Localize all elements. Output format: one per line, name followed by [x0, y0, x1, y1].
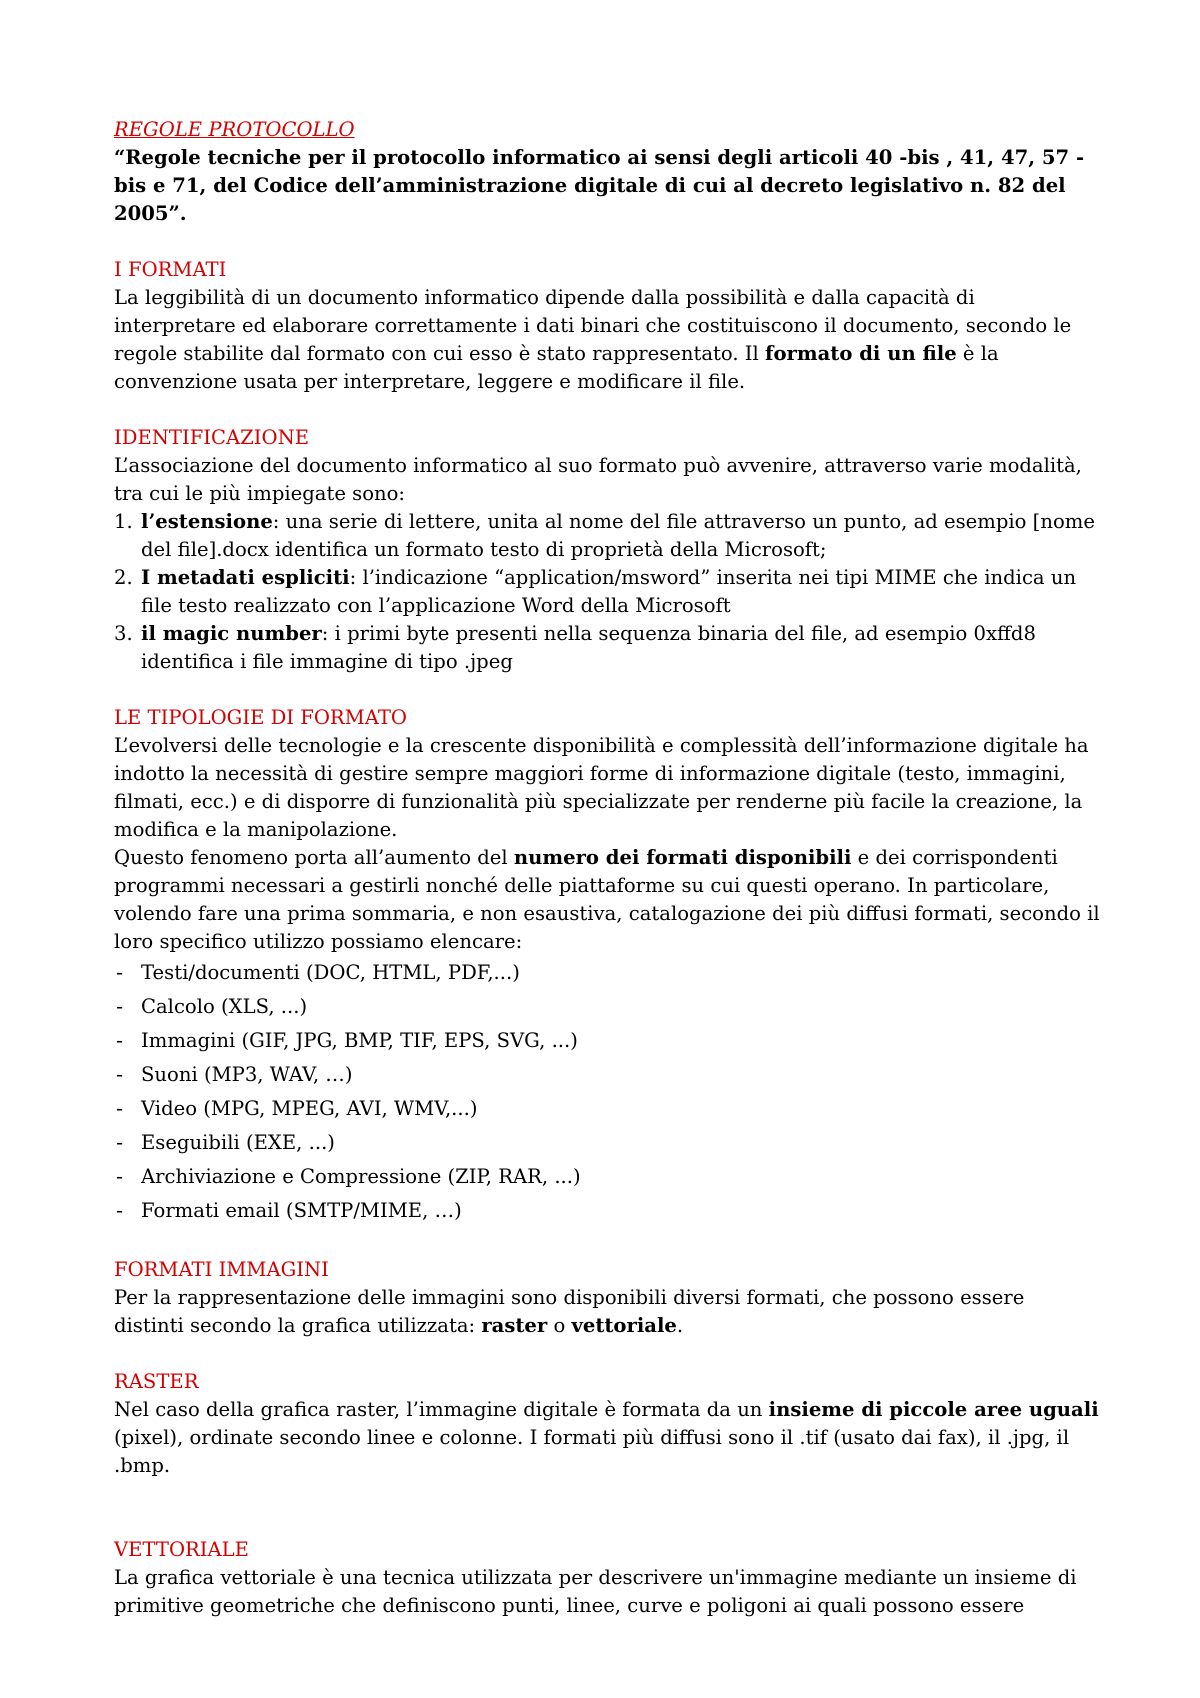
section-vettoriale [114, 1536, 1100, 1620]
list-item: - Calcolo (XLS, ...) [116, 995, 308, 1018]
section-heading: I FORMATI [114, 258, 227, 281]
section-paragraph: Questo fenomeno porta all’aumento del numero dei formati disponibili e dei corrispondenti programmi necessari a gestirli nonché delle piattaforme su cui questi operano. In particolare, volendo fare una prima sommaria, e non esaustiva, catalogazione dei più diffusi formati, secondo il loro specifico utilizzo possiamo elencare: [114, 846, 1100, 953]
section-formati-immagini [114, 1256, 1100, 1340]
section-heading: FORMATI IMMAGINI [114, 1258, 329, 1281]
section-paragraph: La grafica vettoriale è una tecnica utilizzata per descrivere un'immagine mediante un insieme di primitive geometriche che definiscono punti, linee, curve e poligoni ai quali possono essere [114, 1566, 1077, 1617]
section-formati [114, 256, 1100, 396]
format-list [114, 956, 1100, 1228]
list-item: 3. il magic number: i primi byte presenti nella sequenza binaria del file, ad esempio 0xffd8 identifica i file immagine di tipo .jpeg [114, 622, 1036, 673]
list-item: - Archiviazione e Compressione (ZIP, RAR, ...) [116, 1165, 581, 1188]
numbered-list [114, 508, 1100, 676]
section-heading: IDENTIFICAZIONE [114, 426, 310, 449]
list-item: 2. I metadati espliciti: l’indicazione “application/msword” inserita nei tipi MIME che indica un file testo realizzato con l’applicazione Word della Microsoft [114, 566, 1077, 617]
list-item: - Immagini (GIF, JPG, BMP, TIF, EPS, SVG, ...) [116, 1029, 578, 1052]
document-title: REGOLE PROTOCOLLO [114, 118, 355, 141]
section-heading: LE TIPOLOGIE DI FORMATO [114, 706, 407, 729]
list-item: - Video (MPG, MPEG, AVI, WMV,...) [116, 1097, 478, 1120]
section-paragraph: Per la rappresentazione delle immagini sono disponibili diversi formati, che possono essere distinti secondo la grafica utilizzata: raster o vettoriale. [114, 1286, 1025, 1337]
section-heading: RASTER [114, 1370, 199, 1393]
section-raster [114, 1368, 1100, 1480]
list-item: - Testi/documenti (DOC, HTML, PDF,...) [116, 961, 520, 984]
section-identificazione [114, 424, 1100, 676]
list-item: - Formati email (SMTP/MIME, …) [116, 1199, 462, 1222]
list-item: 1. l’estensione: una serie di lettere, unita al nome del file attraverso un punto, ad esempio [nome del file].docx identifica un formato testo di proprietà della Microsoft; [114, 510, 1095, 561]
section-paragraph: L’evolversi delle tecnologie e la crescente disponibilità e complessità dell’informazione digitale ha indotto la necessità di gestire sempre maggiori forme di informazione digitale (testo, immagini, filmati, ecc.) e di disporre di funzionalità più specializzate per renderne più facile la creazione, la modifica e la manipolazione. [114, 734, 1089, 841]
section-paragraph: La leggibilità di un documento informatico dipende dalla possibilità e dalla capacità di interpretare ed elaborare correttamente i dati binari che costituiscono il documento, secondo le regole stabilite dal formato con cui esso è stato rappresentato. Il formato di un file è la convenzione usata per interpretare, leggere e modificare il file. [114, 286, 1072, 393]
list-item: - Eseguibili (EXE, ...) [116, 1131, 335, 1154]
section-paragraph: Nel caso della grafica raster, l’immagine digitale è formata da un insieme di piccole aree uguali (pixel), ordinate secondo linee e colonne. I formati più diffusi sono il .tif (usato dai fax), il .jpg, il .bmp. [114, 1398, 1099, 1477]
list-item: - Suoni (MP3, WAV, …) [116, 1063, 353, 1086]
section-tipologie [114, 704, 1100, 1228]
document-subtitle: “Regole tecniche per il protocollo informatico ai sensi degli articoli 40 -bis , 41, 47, 57 -bis e 71, del Codice dell’amministrazione digitale di cui al decreto legislativo n. 82 del 2005”. [114, 146, 1085, 225]
section-heading: VETTORIALE [114, 1538, 249, 1561]
section-paragraph: L’associazione del documento informatico al suo formato può avvenire, attraverso varie modalità, tra cui le più impiegate sono: [114, 454, 1082, 505]
